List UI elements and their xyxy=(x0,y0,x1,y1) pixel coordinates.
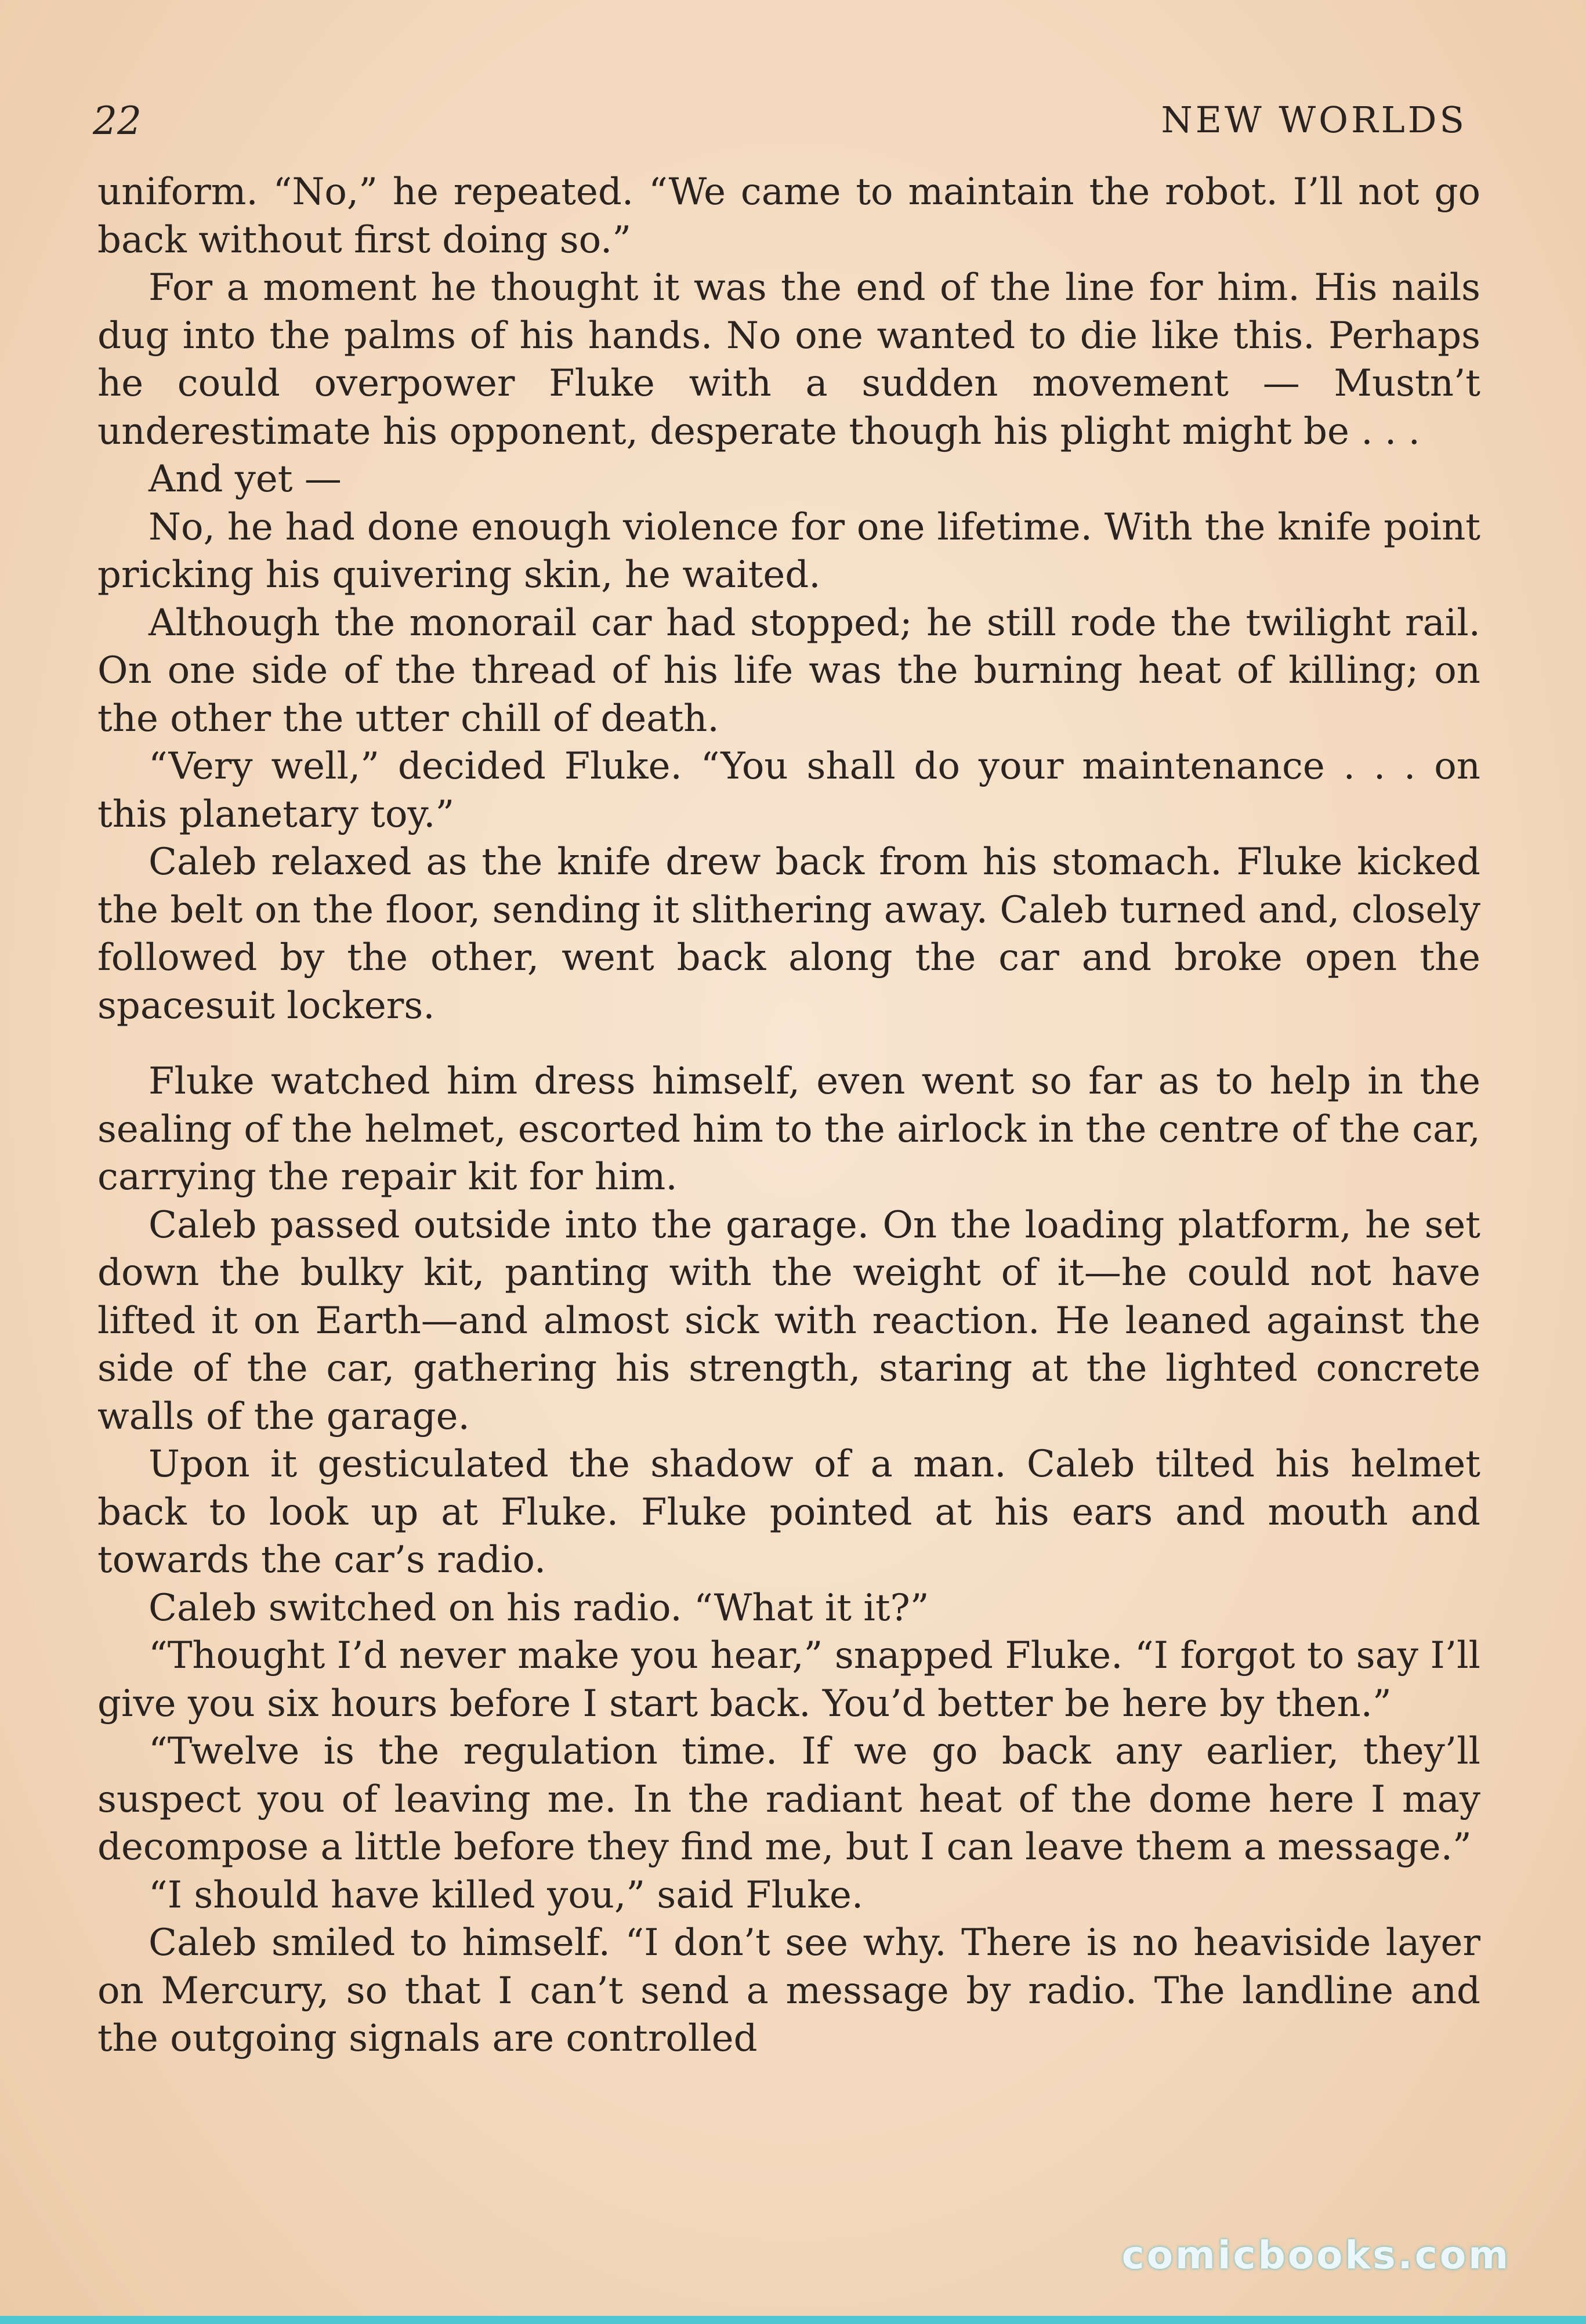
paragraph: For a moment he thought it was the end of the line for him. His nails dug into the palms of his hands. No one wanted to die like this. Perhaps he could overpower Fluke with a sudden movement — Mustn’t underestimate his opponent, desperate though his plight might be . . . xyxy=(97,266,1480,453)
paragraph: “I should have killed you,” said Fluke. xyxy=(149,1873,864,1917)
paragraph: “Thought I’d never make you hear,” snapped Fluke. “I forgot to say I’ll give you six hours before I start back. You’d better be here by then.” xyxy=(97,1634,1480,1725)
page-number: 22 xyxy=(93,99,142,143)
running-head: NEW WORLDS xyxy=(1161,99,1467,141)
paragraph: Caleb relaxed as the knife drew back from his stomach. Fluke kicked the belt on the floor, sending it slithering away. Caleb turned and, closely followed by the other, went back along the car and broke open the spacesuit lockers. xyxy=(97,841,1480,1027)
paragraph: “Very well,” decided Fluke. “You shall do your maintenance . . . on this planetary toy.” xyxy=(97,745,1480,836)
paragraph: No, he had done enough violence for one lifetime. With the knife point pricking his quivering skin, he waited. xyxy=(97,505,1480,596)
page-header xyxy=(93,99,1467,151)
paragraph: Fluke watched him dress himself, even went so far as to help in the sealing of the helmet, escorted him to the airlock in the centre of the car, carrying the repair kit for him. xyxy=(97,1060,1480,1199)
paragraph: Upon it gesticulated the shadow of a man. Caleb tilted his helmet back to look up at Fluke. Fluke pointed at his ears and mouth and towards the car’s radio. xyxy=(97,1443,1480,1581)
bottom-strip xyxy=(0,2316,1586,2324)
paragraph: uniform. “No,” he repeated. “We came to maintain the robot. I’ll not go back without first doing so.” xyxy=(97,171,1480,262)
paragraph: Caleb smiled to himself. “I don’t see why. There is no heaviside layer on Mercury, so that I can’t send a message by radio. The landline and the outgoing signals are controlled xyxy=(97,1921,1480,2060)
paragraph: Caleb switched on his radio. “What it it?” xyxy=(149,1586,929,1630)
paragraph: “Twelve is the regulation time. If we go back any earlier, they’ll suspect you of leaving me. In the radiant heat of the dome here I may decompose a little before they find me, but I can leave them a message.” xyxy=(97,1730,1480,1869)
paragraph: And yet — xyxy=(149,458,342,501)
body-text xyxy=(97,168,1480,2063)
site-watermark: comicbooks.com xyxy=(1121,2233,1511,2278)
paragraph: Caleb passed outside into the garage. On the loading platform, he set down the bulky kit, panting with the weight of it—he could not have lifted it on Earth—and almost sick with reaction. He leaned against the side of the car, gathering his strength, staring at the lighted concrete walls of the garage. xyxy=(97,1203,1480,1438)
paragraph: Although the monorail car had stopped; he still rode the twilight rail. On one side of the thread of his life was the burning heat of killing; on the other the utter chill of death. xyxy=(97,601,1480,740)
